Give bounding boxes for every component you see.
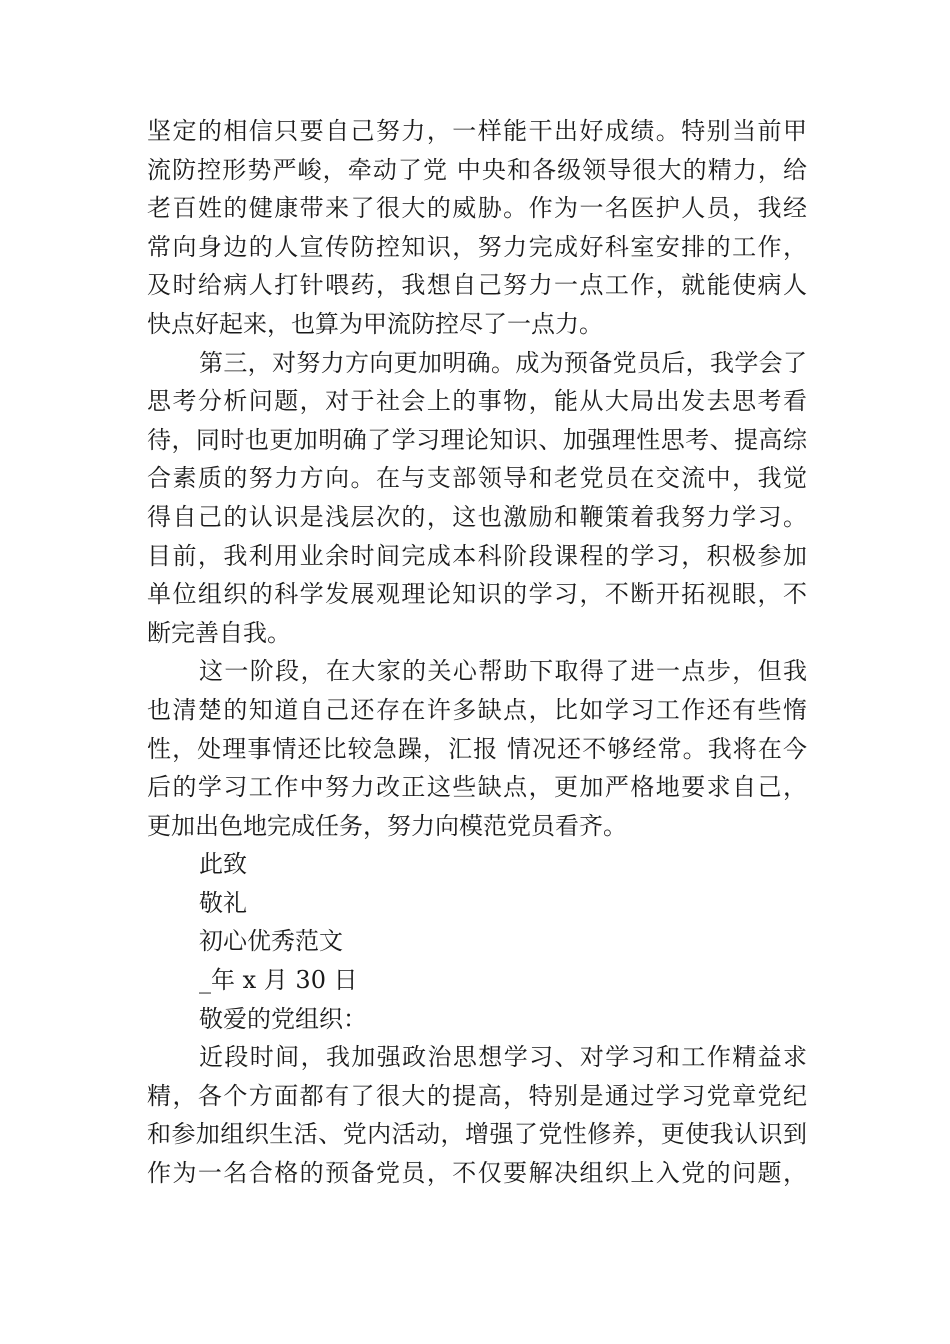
text-line: 这一阶段，在大家的关心帮助下取得了进一点步，但我 — [199, 657, 807, 686]
text-line: 坚定的相信只要自己努力，一样能干出好成绩。特别当前甲 — [147, 117, 807, 145]
text-line: 精，各个方面都有了很大的提高，特别是通过学习党章党纪 — [147, 1081, 807, 1110]
text-line: 目前，我利用业余时间完成本科阶段课程的学习，积极参加 — [147, 541, 807, 570]
text-line: 此致 — [199, 850, 247, 879]
text-line: 合素质的努力方向。在与支部领导和老党员在交流中，我觉 — [147, 464, 807, 493]
text-line: 常向身边的人宣传防控知识，努力完成好科室安排的工作， — [147, 232, 807, 261]
text-line: 快点好起来，也算为甲流防控尽了一点力。 — [147, 309, 603, 338]
text-line: 敬礼 — [199, 888, 247, 917]
text-line: 流防控形势严峻，牵动了党 中央和各级领导很大的精力，给 — [147, 155, 807, 184]
text-line: 后的学习工作中努力改正这些缺点，更加严格地要求自己， — [147, 773, 807, 802]
text-line: 和参加组织生活、党内活动，增强了党性修养，更使我认识到 — [147, 1120, 807, 1149]
text-line: 初心优秀范文 — [199, 927, 343, 956]
text-line: 老百姓的健康带来了很大的威胁。作为一名医护人员，我经 — [147, 194, 807, 223]
text-line: 待，同时也更加明确了学习理论知识、加强理性思考、提高综 — [147, 425, 807, 454]
text-line: 得自己的认识是浅层次的，这也激励和鞭策着我努力学习。 — [147, 502, 807, 531]
text-line: 更加出色地完成任务，努力向模范党员看齐。 — [147, 811, 627, 840]
text-line: 思考分析问题，对于社会上的事物，能从大局出发去思考看 — [147, 387, 807, 416]
text-line: 近段时间，我加强政治思想学习、对学习和工作精益求 — [199, 1043, 807, 1072]
text-line: 及时给病人打针喂药，我想自己努力一点工作，就能使病人 — [147, 271, 807, 300]
text-line: _年 x 月 30 日 — [199, 966, 358, 995]
text-line: 断完善自我。 — [147, 618, 291, 647]
text-line: 性，处理事情还比较急躁，汇报 情况还不够经常。我将在今 — [147, 734, 807, 763]
document-body — [147, 112, 807, 1193]
text-line: 单位组织的科学发展观理论知识的学习，不断开拓视眼，不 — [147, 580, 807, 609]
text-line: 第三，对努力方向更加明确。成为预备党员后，我学会了 — [199, 348, 807, 377]
text-line: 作为一名合格的预备党员，不仅要解决组织上入党的问题， — [147, 1159, 807, 1188]
text-line: 敬爱的党组织： — [199, 1004, 367, 1033]
text-line: 也清楚的知道自己还存在许多缺点，比如学习工作还有些惰 — [147, 695, 807, 724]
